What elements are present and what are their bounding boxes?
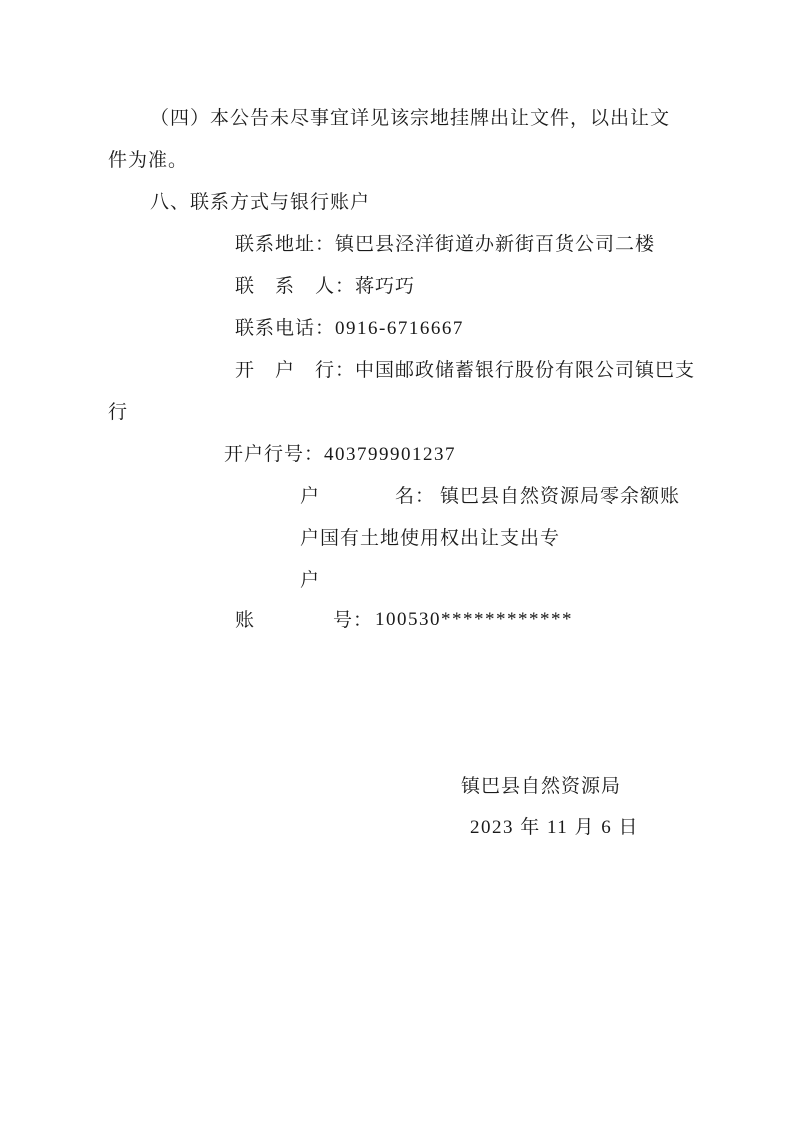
bank-no-label: 开户行号： bbox=[224, 443, 325, 465]
account-no-label-char1: 账 bbox=[235, 609, 256, 631]
contact-person-value: 蒋巧巧 bbox=[355, 275, 416, 297]
para4-line1: （四）本公告未尽事宜详见该宗地挂牌出让文件，以出让文 bbox=[150, 107, 671, 129]
signature-date: 2023 年 11 月 6 日 bbox=[470, 817, 640, 838]
bank-no-row bbox=[224, 442, 456, 467]
bank-value-line1: 中国邮政储蓄银行股份有限公司镇巴支 bbox=[355, 359, 696, 381]
account-no-value: 100530************ bbox=[375, 609, 573, 630]
contact-address-row bbox=[235, 232, 655, 256]
contact-person-label: 联 系 人： bbox=[235, 275, 356, 297]
para4-line2: 件为准。 bbox=[108, 149, 189, 171]
bank-label: 开 户 行： bbox=[235, 359, 356, 381]
account-no-label-char2: 号： bbox=[333, 609, 374, 631]
contact-phone-value: 0916-6716667 bbox=[335, 318, 464, 339]
contact-address-value: 镇巴县泾洋街道办新街百货公司二楼 bbox=[335, 233, 656, 255]
contact-address-label: 联系地址： bbox=[235, 233, 336, 255]
account-name-line3: 户 bbox=[300, 569, 321, 591]
bank-value-line2: 行 bbox=[108, 401, 129, 423]
bank-row bbox=[235, 358, 695, 382]
account-name-line1: 镇巴县自然资源局零余额账 bbox=[440, 485, 681, 507]
account-name-label-char2: 名： bbox=[395, 485, 436, 507]
account-name-line2: 户国有土地使用权出让支出专 bbox=[300, 527, 561, 549]
signature-org: 镇巴县自然资源局 bbox=[461, 775, 622, 797]
bank-no-value: 403799901237 bbox=[324, 444, 457, 465]
contact-person-row bbox=[235, 274, 415, 298]
account-name-label-char1: 户 bbox=[300, 485, 321, 507]
section8-heading: 八、联系方式与银行账户 bbox=[150, 191, 371, 213]
contact-phone-row bbox=[235, 316, 464, 341]
contact-phone-label: 联系电话： bbox=[235, 317, 336, 339]
